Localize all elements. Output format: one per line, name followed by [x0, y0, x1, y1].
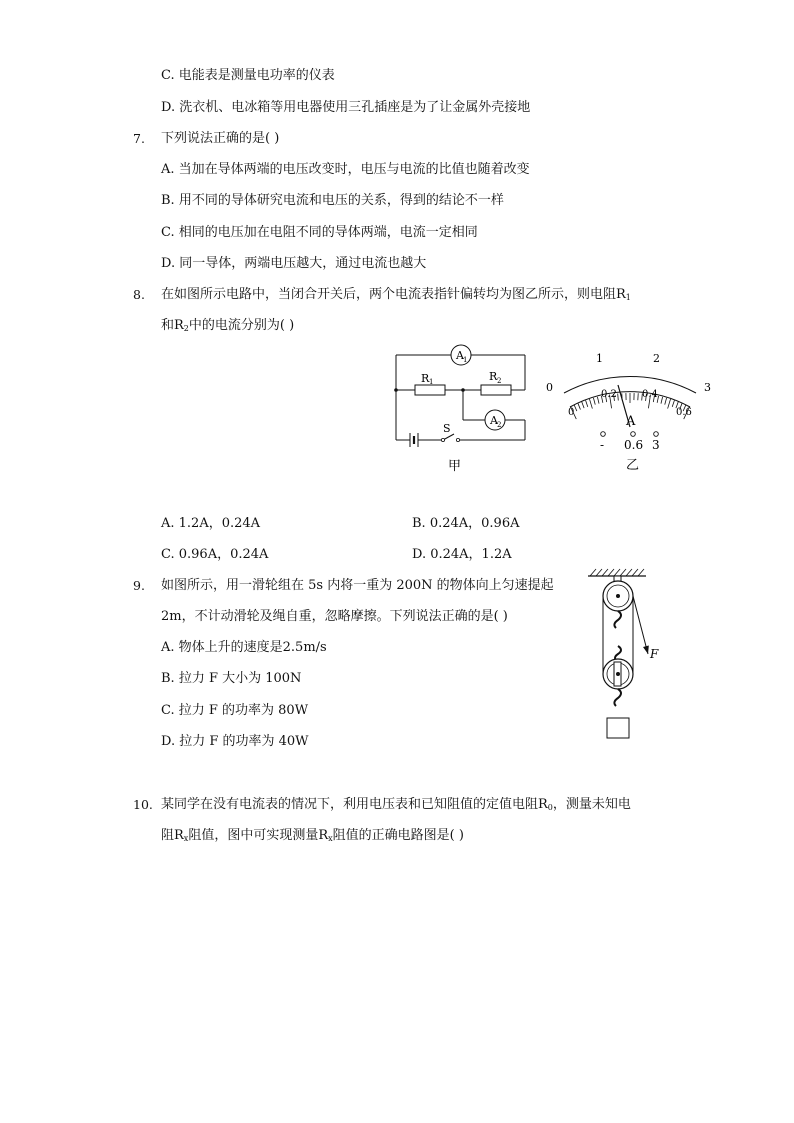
- q9-option-d: D. 拉力 F 的功率为 40W: [161, 734, 309, 749]
- q9-stem-line1: 如图所示，用一滑轮组在 5s 内将一重为 200N 的物体向上匀速提起: [161, 578, 554, 593]
- dial-tick: [586, 400, 588, 407]
- scale-top-0: 0: [546, 381, 553, 394]
- terminal-3: 3: [652, 438, 660, 452]
- ammeter-a1: [451, 345, 471, 365]
- scale-bottom-0: 0: [568, 407, 575, 418]
- scale-top-3: 3: [704, 381, 711, 394]
- ammeter-a2: [485, 410, 505, 430]
- dial-tick: [668, 399, 671, 409]
- q8-option-b: B. 0.24A，0.96A: [412, 516, 520, 531]
- scale-bottom-2: 0.4: [642, 389, 658, 400]
- force-label: F: [650, 647, 659, 661]
- q9-stem-line2: 2m，不计动滑轮及绳自重，忽略摩擦。下列说法正确的是( ): [161, 609, 508, 624]
- svg-text:A: A: [490, 414, 498, 427]
- scale-bottom-3: 0.6: [676, 407, 692, 418]
- q8-number: 8.: [133, 287, 145, 302]
- q8-stem-line2: 和$R_2$中的电流分别为( ): [161, 318, 295, 333]
- q8-circuit-diagram: [388, 340, 538, 476]
- meter-unit: A: [626, 414, 636, 429]
- q7-option-c: C. 相同的电压加在电阻不同的导体两端，电流一定相同: [161, 225, 478, 240]
- dial-tick: [661, 397, 663, 404]
- q8-option-a: A. 1.2A，0.24A: [161, 516, 261, 531]
- q10-number: 10.: [133, 797, 153, 812]
- q9-option-b: B. 拉力 F 大小为 100N: [161, 671, 302, 686]
- q7-option-a: A. 当加在导体两端的电压改变时，电压与电流的比值也随着改变: [161, 162, 530, 177]
- q7-number: 7.: [133, 131, 145, 146]
- switch-label: S: [443, 422, 451, 435]
- dial-tick: [665, 398, 667, 405]
- dial-tick: [578, 403, 581, 409]
- q8-stem-line1: 在如图所示电路中，当闭合开关后，两个电流表指针偏转均为图乙所示，则电阻$R_1$: [161, 287, 631, 302]
- q8-option-c: C. 0.96A，0.24A: [161, 547, 269, 562]
- r1-label: R: [421, 372, 430, 385]
- q9-number: 9.: [133, 578, 145, 593]
- meter-caption: 乙: [626, 458, 640, 473]
- circuit-caption: 甲: [448, 459, 462, 474]
- q6-option-d: D. 洗衣机、电冰箱等用电器使用三孔插座是为了让金属外壳接地: [161, 100, 531, 115]
- dial-tick: [589, 399, 592, 409]
- scale-top-1: 1: [596, 352, 603, 365]
- scale-top-2: 2: [653, 352, 660, 365]
- r2-label: R: [489, 370, 498, 383]
- dial-tick: [593, 398, 595, 405]
- dial-tick: [597, 397, 599, 404]
- q10-stem-line2: 阻$R_x$阻值，图中可实现测量$R_x$阻值的正确电路图是( ): [161, 828, 464, 843]
- dial-tick: [618, 394, 619, 401]
- svg-text:2: 2: [497, 377, 502, 385]
- dial-tick: [672, 400, 674, 407]
- svg-text:1: 1: [429, 378, 434, 386]
- svg-text:2: 2: [497, 421, 502, 429]
- svg-text:1: 1: [463, 356, 468, 364]
- q6-option-c: C. 电能表是测量电功率的仪表: [161, 68, 335, 83]
- dial-tick: [574, 405, 577, 411]
- q10-stem-line1: 某同学在没有电流表的情况下，利用电压表和已知阻值的定值电阻$R_0$，测量未知电: [161, 797, 631, 812]
- dial-tick: [582, 402, 584, 409]
- q7-stem: 下列说法正确的是( ): [161, 131, 280, 146]
- q9-pulley-figure: [584, 566, 674, 746]
- scale-bottom-1: 0.2: [601, 389, 617, 400]
- q9-option-c: C. 拉力 F 的功率为 80W: [161, 703, 309, 718]
- q8-option-d: D. 0.24A，1.2A: [412, 547, 512, 562]
- q8-ammeter-dial: [540, 345, 720, 475]
- q9-option-a: A. 物体上升的速度是2.5m/s: [161, 640, 327, 655]
- terminal-minus: -: [600, 438, 605, 452]
- q7-option-b: B. 用不同的导体研究电流和电压的关系，得到的结论不一样: [161, 193, 504, 208]
- svg-text:A: A: [456, 349, 464, 362]
- q7-option-d: D. 同一导体，两端电压越大，通过电流也越大: [161, 256, 427, 271]
- terminal-0.6: 0.6: [624, 438, 644, 452]
